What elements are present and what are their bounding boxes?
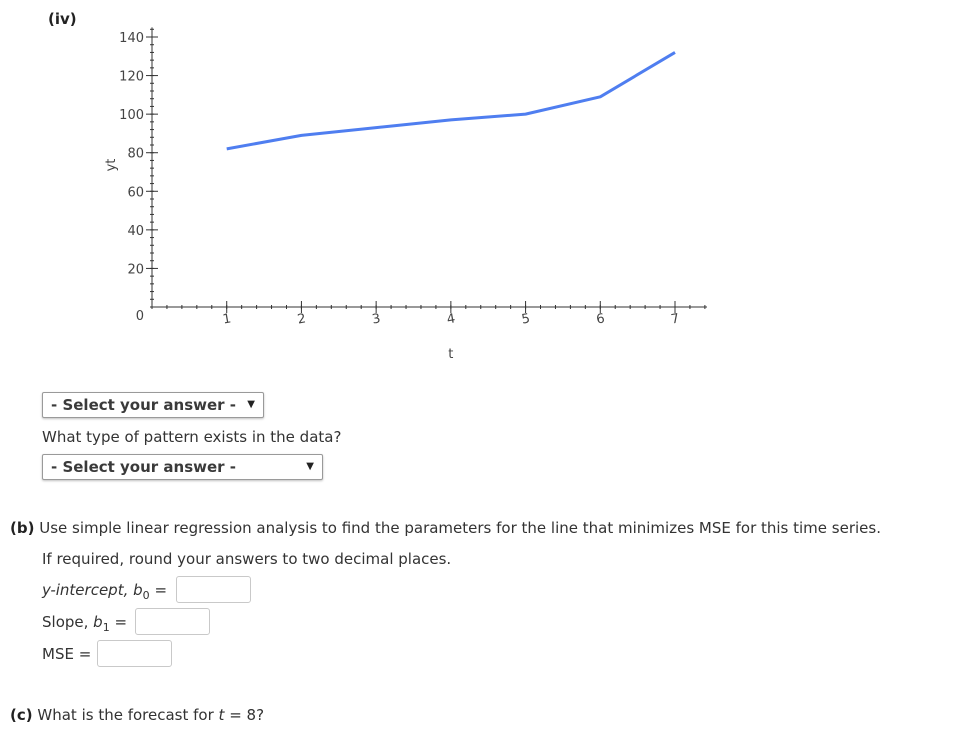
y-axis — [119, 27, 158, 324]
part-c-question — [10, 706, 264, 724]
y-tick-label: 100 — [119, 108, 144, 124]
intercept-input[interactable] — [176, 576, 251, 603]
select-2-label: - Select your answer - — [51, 458, 237, 476]
x-tick-label: 3 — [371, 311, 382, 328]
x-tick-label: 4 — [445, 311, 457, 328]
slope-text: Slope, — [42, 613, 94, 631]
intercept-symbol: b — [133, 581, 143, 599]
part-c-var: t — [218, 706, 225, 724]
y-tick-label: 140 — [119, 31, 144, 46]
slope-label — [42, 613, 127, 634]
mse-equals: = — [78, 645, 92, 663]
pattern-answer-select-2[interactable] — [42, 454, 323, 480]
part-c-text-after: = 8? — [224, 706, 265, 724]
y-tick-label: 20 — [127, 262, 144, 278]
slope-symbol: b — [93, 613, 103, 631]
x-tick-label: 1 — [221, 311, 233, 328]
x-tick-label: 2 — [296, 311, 308, 328]
part-b-question — [10, 519, 881, 537]
chevron-down-icon: ▼ — [306, 461, 314, 472]
y-tick-label: 120 — [119, 69, 144, 85]
part-b-text: Use simple linear regression analysis to find the parameters for the line that minimizes MSE for this time series. — [39, 519, 881, 537]
part-iv-label: (iv) — [48, 10, 77, 28]
mse-text: MSE — [42, 645, 74, 663]
y-tick-label: 40 — [127, 223, 144, 239]
x-tick-label: 6 — [595, 311, 606, 328]
select-1-label: - Select your answer - — [51, 396, 237, 414]
part-c-label: (c) — [10, 706, 33, 724]
mse-input[interactable] — [97, 640, 172, 667]
intercept-equals: = — [154, 581, 168, 599]
slope-subscript: 1 — [102, 621, 110, 634]
part-c-text-before: What is the forecast for — [37, 706, 219, 724]
series-line — [227, 52, 675, 148]
x-tick-label: 7 — [669, 311, 681, 328]
x-axis-label: t — [448, 347, 454, 362]
part-b-label: (b) — [10, 519, 35, 537]
slope-input[interactable] — [135, 608, 210, 635]
intercept-label — [42, 581, 167, 602]
y-tick-label: 0 — [135, 309, 144, 324]
mse-label — [42, 645, 91, 663]
x-tick-label: 5 — [520, 311, 532, 328]
intercept-text: y-intercept, — [42, 581, 134, 599]
y-axis-label: yt — [104, 158, 119, 172]
rounding-instruction: If required, round your answers to two decimal places. — [42, 550, 452, 568]
chevron-down-icon: ▼ — [247, 399, 255, 410]
slope-equals: = — [114, 613, 128, 631]
series-yt — [227, 52, 675, 148]
y-tick-label: 80 — [127, 146, 144, 162]
pattern-question: What type of pattern exists in the data? — [42, 428, 342, 446]
pattern-answer-select-1[interactable] — [42, 392, 264, 418]
x-axis — [152, 301, 707, 328]
intercept-subscript: 0 — [142, 589, 150, 602]
y-tick-label: 60 — [127, 185, 144, 201]
